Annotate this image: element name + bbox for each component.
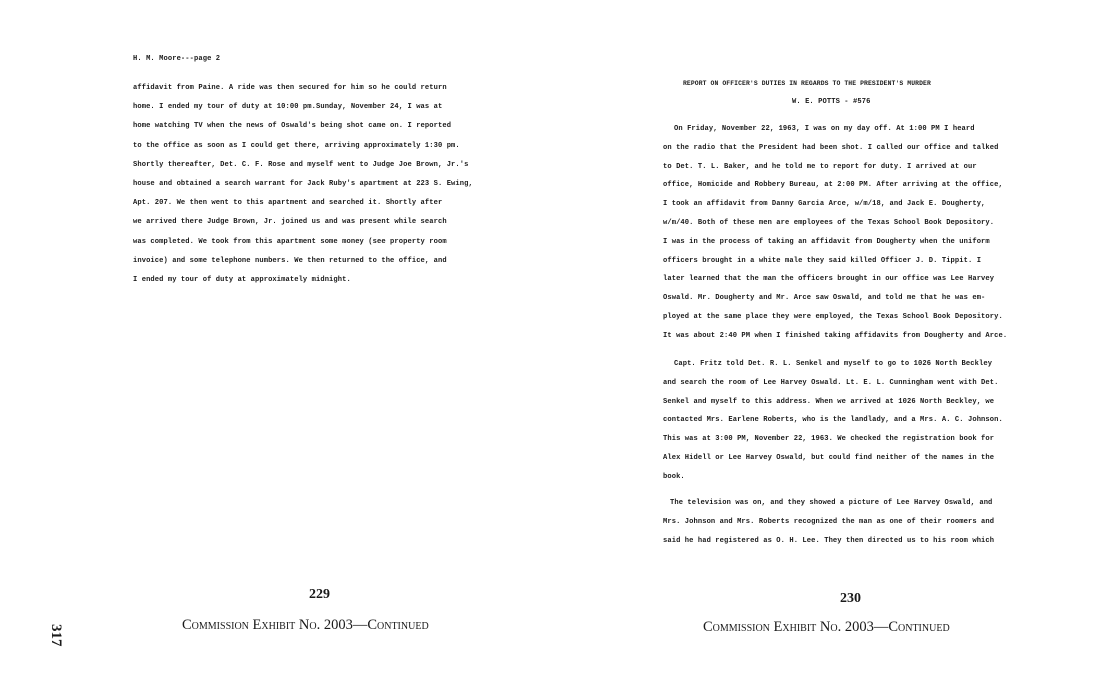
report-title: REPORT ON OFFICER'S DUTIES IN REGARDS TO THE PRESIDENT'S MURDER [683,80,931,87]
side-page-number: 317 [48,624,64,647]
right-body-line: and search the room of Lee Harvey Oswald. Lt. E. L. Cunningham went with Det. [663,378,999,387]
right-body-line: On Friday, November 22, 1963, I was on my day off. At 1:00 PM I heard [674,125,975,133]
right-body-line: I took an affidavit from Danny Garcia Arce, w/m/18, and Jack E. Dougherty, [663,200,986,209]
report-subtitle: W. E. POTTS - #576 [792,98,871,106]
left-body-line: invoice) and some telephone numbers. We then returned to the office, and [133,256,447,265]
right-body-line: said he had registered as O. H. Lee. They then directed us to his room which [663,536,995,545]
right-body-line: It was about 2:40 PM when I finished taking affidavits from Dougherty and Arce. [663,331,1008,340]
left-body-line: home watching TV when the news of Oswald's being shot came on. I reported [133,122,452,131]
right-body-line: Alex Hidell or Lee Harvey Oswald, but could find neither of the names in the [663,454,995,462]
right-body-line: on the radio that the President had been shot. I called our office and talked [663,143,999,152]
left-body-line: to the office as soon as I could get there, arriving approximately 1:30 pm. [133,141,460,150]
right-body-line: Senkel and myself to this address. When we arrived at 1026 North Beckley, we [663,397,995,406]
left-body-line: Shortly thereafter, Det. C. F. Rose and myself went to Judge Joe Brown, Jr.'s [133,160,469,169]
right-body-line: This was at 3:00 PM, November 22, 1963. We checked the registration book for [663,435,995,444]
left-body-line: Apt. 207. We then went to this apartment and searched it. Shortly after [133,199,443,208]
right-page-number: 230 [840,591,861,606]
left-body-line: we arrived there Judge Brown, Jr. joined us and was present while search [133,218,447,227]
right-body-line: to Det. T. L. Baker, and he told me to report for duty. I arrived at our [663,162,977,171]
left-body-line: was completed. We took from this apartment some money (see property room [133,237,447,246]
left-body-line: home. I ended my tour of duty at 10:00 pm.Sunday, November 24, I was at [133,103,443,112]
right-body-line: Mrs. Johnson and Mrs. Roberts recognized the man as one of their roomers and [663,517,995,526]
right-page-caption: Commission Exhibit No. 2003—Continued [703,619,950,635]
right-body-line: contacted Mrs. Earlene Roberts, who is the landlady, and a Mrs. A. C. Johnson. [663,416,1003,425]
left-page-header: H. M. Moore---page 2 [133,55,221,63]
left-body-line: affidavit from Paine. A ride was then secured for him so he could return [133,84,447,92]
right-body-line: I was in the process of taking an affidavit from Dougherty when the uniform [663,237,990,246]
right-body-line: ployed at the same place they were employed, the Texas School Book Depository. [663,313,1003,321]
right-body-line: book. [663,472,685,481]
left-page-caption: Commission Exhibit No. 2003—Continued [182,617,429,633]
right-body-line: officers brought in a white male they said killed Officer J. D. Tippit. I [663,256,982,265]
left-page-number: 229 [309,587,330,602]
left-body-line: house and obtained a search warrant for Jack Ruby's apartment at 223 S. Ewing, [133,180,473,188]
right-body-line: w/m/40. Both of these men are employees of the Texas School Book Depository. [663,219,995,227]
right-body-line: office, Homicide and Robbery Bureau, at 2:00 PM. After arriving at the office, [663,181,1003,190]
right-body-line: Oswald. Mr. Dougherty and Mr. Arce saw Oswald, and told me that he was em- [663,294,986,303]
right-body-line: Capt. Fritz told Det. R. L. Senkel and myself to go to 1026 North Beckley [674,360,993,368]
left-body-line: I ended my tour of duty at approximately midnight. [133,276,351,284]
right-body-line: later learned that the man the officers brought in our office was Lee Harvey [663,275,995,284]
right-body-line: The television was on, and they showed a picture of Lee Harvey Oswald, and [670,499,993,507]
